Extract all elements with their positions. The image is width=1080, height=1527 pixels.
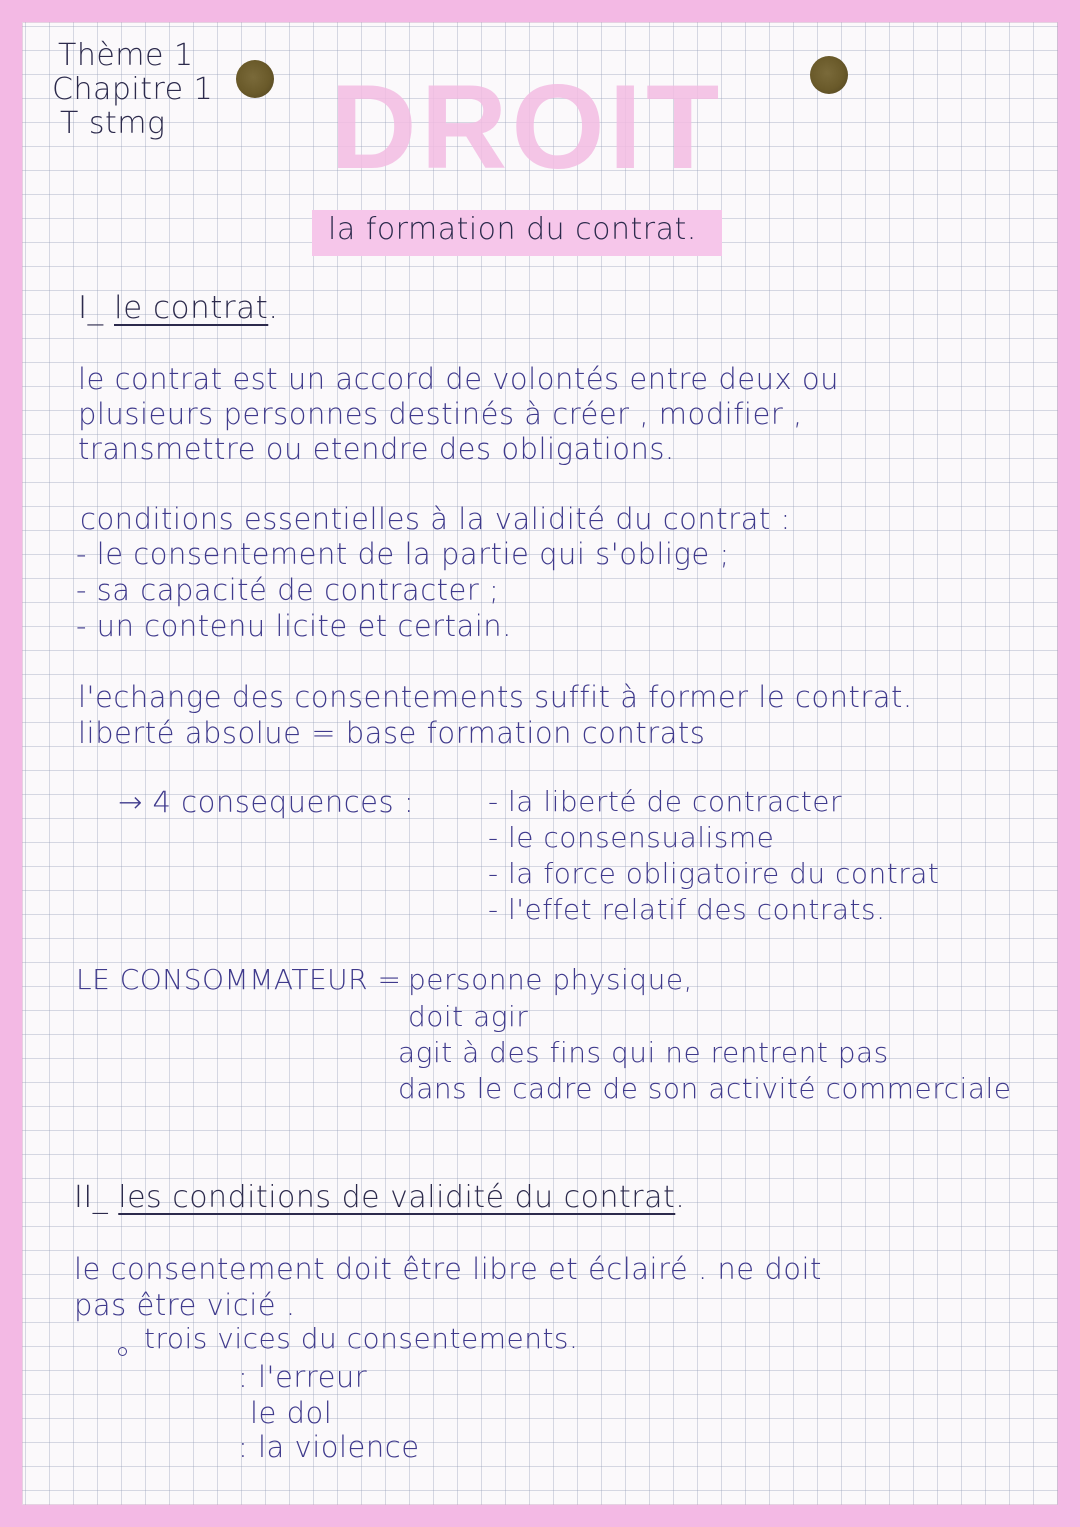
consequence-item: - la liberté de contracter [488, 785, 842, 818]
section-2-text-line: le consentement doit être libre et éclairé . ne doit [74, 1252, 822, 1286]
consumer-label: LE CONSOMMATEUR = [76, 963, 402, 996]
definition-line: transmettre ou etendre des obligations. [78, 432, 675, 466]
theme-label: Thème 1 [58, 38, 194, 73]
consumer-definition-line: agit à des fins qui ne rentrent pas [398, 1036, 889, 1069]
vices-intro: trois vices du consentements. [144, 1322, 579, 1355]
bullet-icon [118, 1347, 127, 1356]
vice-item: : la violence [238, 1430, 420, 1464]
consequence-item: - la force obligatoire du contrat [488, 857, 940, 890]
consequence-item: - le consensualisme [488, 821, 775, 854]
page-subtitle: la formation du contrat. [328, 212, 697, 247]
punch-hole [236, 60, 274, 98]
consequence-item: - l'effet relatif des contrats. [488, 893, 886, 926]
definition-line: plusieurs personnes destinés à créer , modifier , [78, 397, 803, 431]
conditions-intro: conditions essentielles à la validité du contrat : [80, 502, 791, 536]
punch-hole [810, 56, 848, 94]
consumer-definition-line: dans le cadre de son activité commerciale [398, 1072, 1012, 1105]
section-2-title: les conditions de validité du contrat [118, 1180, 676, 1215]
exchange-line: l'echange des consentements suffit à former le contrat. [78, 680, 913, 714]
consumer-definition-line: doit agir [408, 1000, 529, 1033]
consequences-label: → 4 consequences : [118, 785, 415, 819]
class-label: T stmg [60, 106, 166, 141]
section-1-number: I_ [78, 290, 104, 326]
section-1-title: le contrat [114, 290, 269, 326]
consumer-definition-line: personne physique, [408, 963, 693, 996]
section-1-end: . [268, 290, 279, 326]
condition-item: - un contenu licite et certain. [76, 609, 512, 643]
definition-line: le contrat est un accord de volontés entre deux ou [78, 362, 839, 396]
section-2-end: . [675, 1180, 686, 1215]
exchange-line: liberté absolue = base formation contrats [78, 716, 706, 750]
section-1-heading [78, 290, 279, 326]
section-2-text-line: pas être vicié . [74, 1288, 296, 1322]
section-2-number: II_ [74, 1180, 109, 1215]
section-2-heading [74, 1180, 685, 1215]
subject-title: DROIT [330, 60, 724, 194]
chapter-label: Chapitre 1 [52, 72, 214, 107]
vice-item: : l'erreur [238, 1360, 368, 1394]
condition-item: - sa capacité de contracter ; [76, 573, 500, 607]
vice-item: le dol [250, 1396, 333, 1430]
condition-item: - le consentement de la partie qui s'oblige ; [76, 537, 730, 571]
